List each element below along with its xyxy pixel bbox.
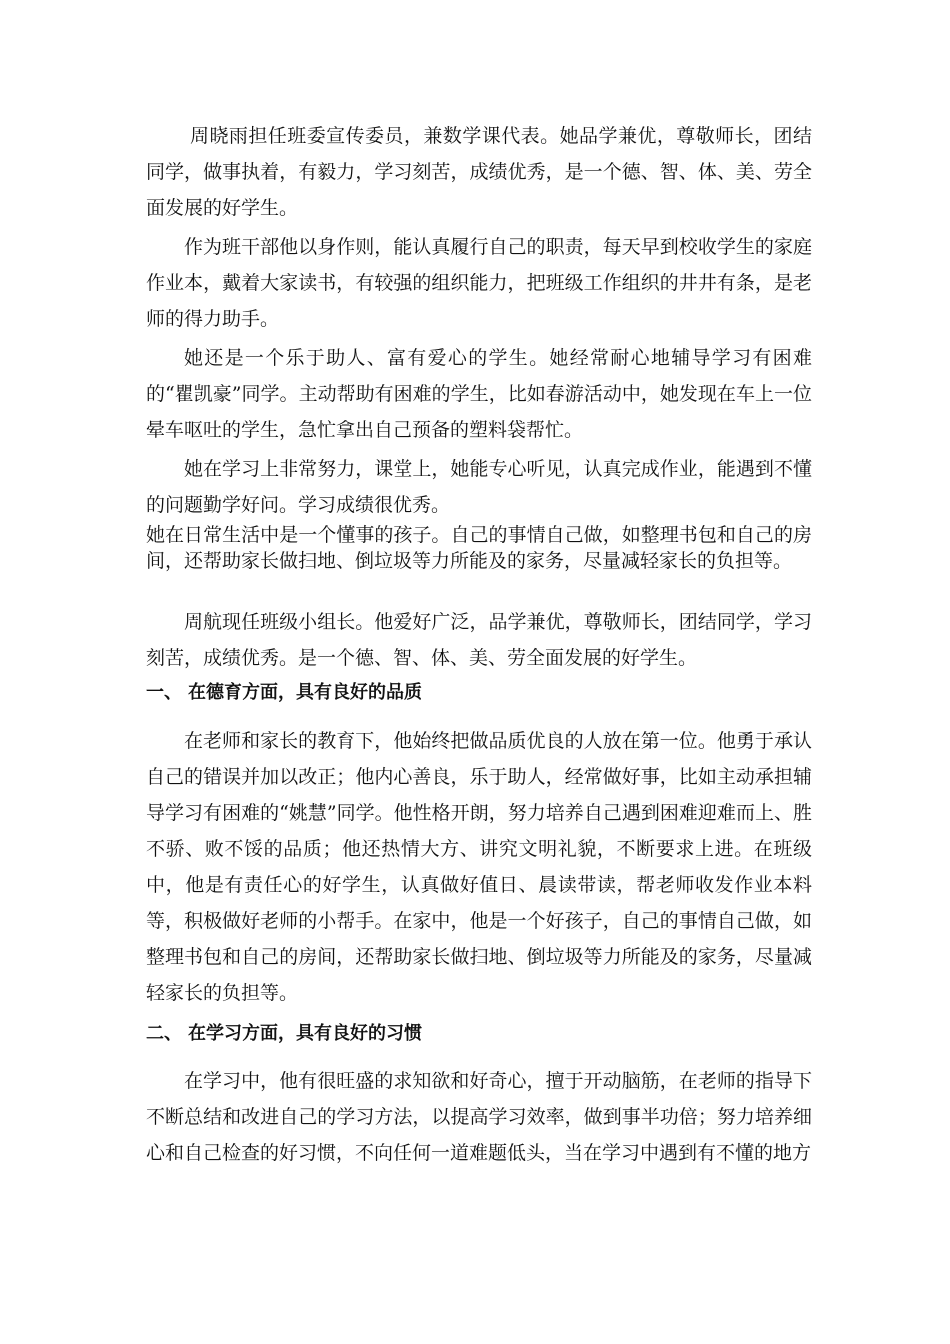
- heading-moral-education: [146, 678, 812, 708]
- paragraph-helpful-student: 她还是一个乐于助人、富有爱心的学生。她经常耐心地辅导学习有困难的“瞿凯豪”同学。主动帮助有困难的学生，比如春游活动中，她发现在车上一位晕车呕吐的学生，急忙拿出自己预备的塑料袋帮忙。: [146, 347, 812, 441]
- paragraph-zhou-hang-intro: 周航现任班级小组长。他爱好广泛，品学兼优，尊敬师长，团结同学，学习刻苦，成绩优秀。是一个德、智、体、美、劳全面发展的好学生。: [146, 611, 812, 669]
- heading-study-habits: [146, 1019, 812, 1049]
- heading-text: 在学习方面，具有良好的习惯: [188, 1023, 422, 1044]
- paragraph-study-details: 在学习中，他有很旺盛的求知欲和好奇心，擅于开动脑筋，在老师的指导下不断总结和改进自己的学习方法，以提高学习效率，做到事半功倍；努力培养细心和自己检查的好习惯，不向任何一道难题低头，当在学习中遇到有不懂的地方: [146, 1070, 812, 1164]
- heading-number: 一、: [146, 682, 182, 703]
- paragraph-moral-details: 在老师和家长的教育下，他始终把做品质优良的人放在第一位。他勇于承认自己的错误并加以改正；他内心善良，乐于助人，经常做好事，比如主动承担辅导学习有困难的“姚慧”同学。他性格开朗，努力培养自己遇到困难迎难而上、胜不骄、败不馁的品质；他还热情大方、讲究文明礼貌，不断要求上进。在班级中，他是有责任心的好学生，认真做好值日、晨读带读，帮老师收发作业本料等，积极做好老师的小帮手。在家中，他是一个好孩子，自己的事情自己做，如整理书包和自己的房间，还帮助家长做扫地、倒垃圾等力所能及的家务，尽量减轻家长的负担等。: [146, 730, 812, 1004]
- paragraph-study-effort: 她在学习上非常努力，课堂上，她能专心听见，认真完成作业，能遇到不懂的问题勤学好问。学习成绩很优秀。: [146, 458, 812, 516]
- paragraph-class-leader-duties: 作为班干部他以身作则，能认真履行自己的职责，每天早到校收学生的家庭作业本，戴着大家读书，有较强的组织能力，把班级工作组织的井井有条，是老师的得力助手。: [146, 236, 812, 330]
- heading-text: 在德育方面，具有良好的品质: [188, 682, 422, 703]
- paragraph-daily-life: 她在日常生活中是一个懂事的孩子。自己的事情自己做，如整理书包和自己的房间，还帮助家长做扫地、倒垃圾等力所能及的家务，尽量减轻家长的负担等。: [146, 524, 812, 572]
- heading-number: 二、: [146, 1023, 182, 1044]
- paragraph-zhou-xiaoyu-intro: 周晓雨担任班委宣传委员，兼数学课代表。她品学兼优，尊敬师长，团结同学，做事执着，有毅力，学习刻苦，成绩优秀，是一个德、智、体、美、劳全面发展的好学生。: [146, 125, 812, 219]
